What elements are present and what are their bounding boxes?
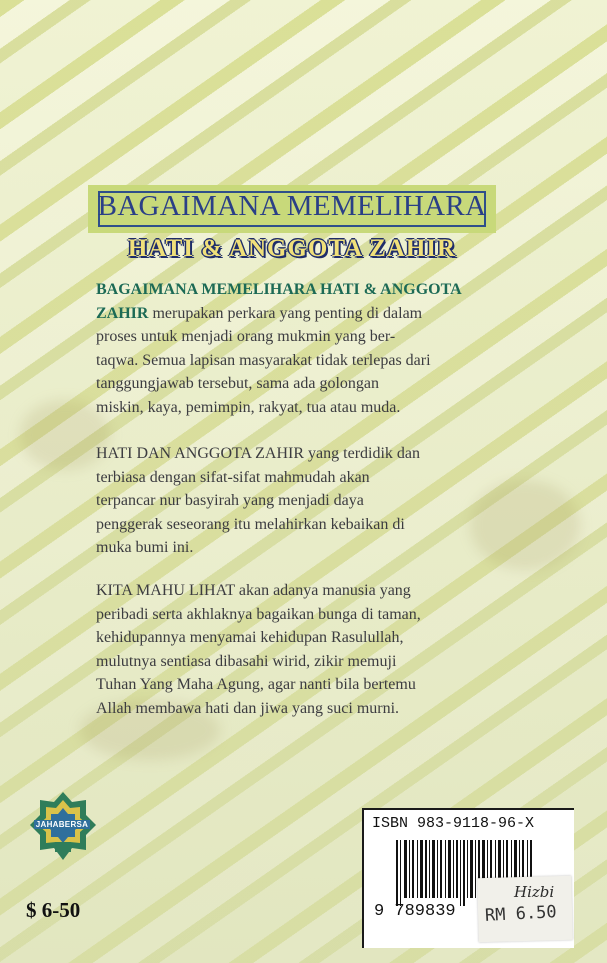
price-sticker-handwriting: Hizbi bbox=[514, 883, 555, 901]
isbn-number: ISBN 983-9118-96-X bbox=[372, 815, 535, 832]
publisher-name: JAHABERSA bbox=[35, 820, 89, 829]
blurb-paragraph-1 bbox=[96, 278, 510, 420]
title-line-2: HATI & ANGGOTA ZAHIR bbox=[127, 235, 457, 262]
blurb-line bbox=[96, 302, 510, 326]
blurb-line: Tuhan Yang Maha Agung, agar nanti bila bertemu bbox=[96, 676, 416, 694]
blurb-paragraph-3 bbox=[96, 579, 510, 721]
price-label: $ 6-50 bbox=[26, 898, 81, 922]
blurb-line bbox=[96, 278, 510, 302]
blurb-line: tanggungjawab tersebut, sama ada golongan bbox=[96, 375, 380, 393]
blurb-line: taqwa. Semua lapisan masyarakat tidak terlepas dari bbox=[96, 351, 431, 369]
title-line-1: BAGAIMANA MEMELIHARA bbox=[97, 190, 487, 222]
blurb-line: terpancar nur basyirah yang menjadi daya bbox=[96, 492, 364, 510]
blurb-line: Allah membawa hati dan jiwa yang suci murni. bbox=[96, 699, 400, 717]
price-sticker-amount: RM 6.50 bbox=[484, 902, 558, 926]
blurb-line: kehidupannya menyamai kehidupan Rasulullah, bbox=[96, 629, 404, 647]
blurb-line: terbiasa dengan sifat-sifat mahmudah akan bbox=[96, 468, 370, 486]
blurb-line: HATI DAN ANGGOTA ZAHIR yang terdidik dan bbox=[96, 445, 421, 462]
blurb-lead: ZAHIR bbox=[96, 304, 149, 322]
barcode-digits: 9 789839 bbox=[374, 902, 456, 921]
blurb-line: KITA MAHU LIHAT akan adanya manusia yang bbox=[96, 582, 411, 599]
blurb-lead: BAGAIMANA MEMELIHARA HATI & ANGGOTA bbox=[96, 281, 462, 298]
blurb-line: peribadi serta akhlaknya bagaikan bunga di taman, bbox=[96, 605, 421, 623]
blurb-line: mulutnya sentiasa dibasahi wirid, zikir memuji bbox=[96, 652, 397, 670]
blurb-line: penggerak seseorang itu melahirkan kebaikan di bbox=[96, 515, 405, 533]
blurb-text: merupakan perkara yang penting di dalam bbox=[148, 304, 423, 322]
blurb-line: miskin, kaya, pemimpin, rakyat, tua atau muda. bbox=[96, 398, 401, 416]
blurb-paragraph-2 bbox=[96, 442, 510, 560]
blurb-line: muka bumi ini. bbox=[96, 539, 194, 557]
blurb-line: proses untuk menjadi orang mukmin yang ber- bbox=[96, 328, 396, 346]
